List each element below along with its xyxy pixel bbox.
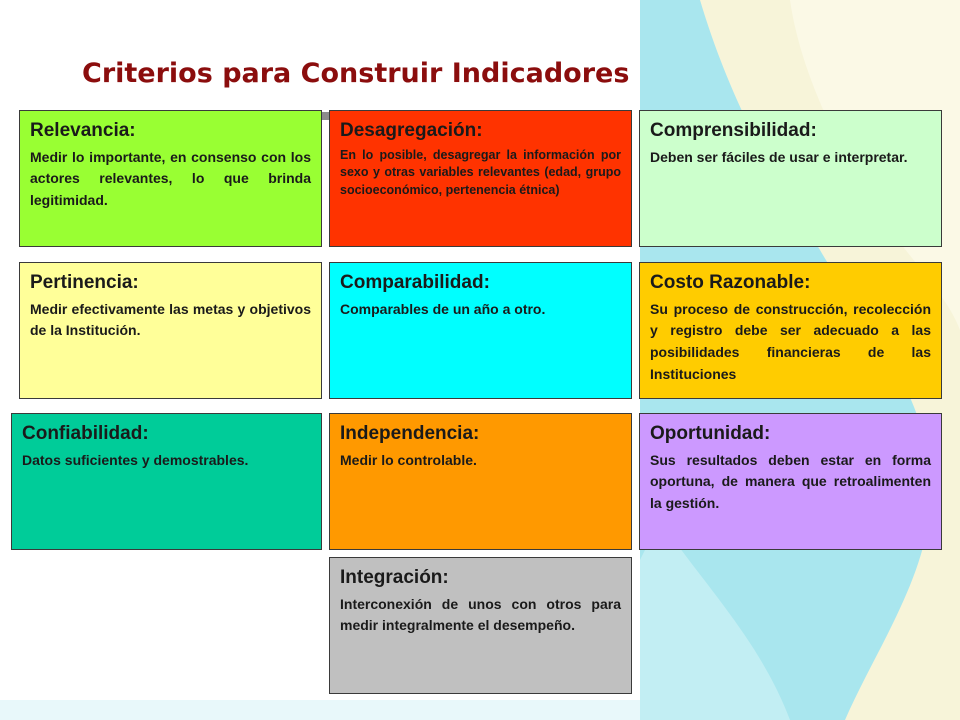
card-title: Independencia: xyxy=(340,423,480,444)
card-body: Sus resultados deben estar en forma oportuna, de manera que retroalimenten la gestión. xyxy=(650,451,931,512)
card-body: Su proceso de construcción, recolección y registro debe ser adecuado a las posibilidades financieras de las Instituciones xyxy=(650,300,931,382)
card-comparabilidad xyxy=(329,262,632,399)
card-body: En lo posible, desagregar la información por sexo y otras variables relevantes (edad, grupo socioeconómico, pertenencia étnica) xyxy=(340,147,621,197)
card-title: Comparabilidad: xyxy=(340,272,490,293)
slide-title: Criterios para Construir Indicadores xyxy=(82,58,630,89)
card-title: Confiabilidad: xyxy=(22,423,149,444)
card-relevancia xyxy=(19,110,322,247)
card-body: Datos suficientes y demostrables. xyxy=(22,451,249,468)
card-body: Comparables de un año a otro. xyxy=(340,300,546,317)
card-title: Relevancia: xyxy=(30,120,136,141)
card-comprensibilidad xyxy=(639,110,942,247)
card-body: Medir lo controlable. xyxy=(340,451,477,468)
card-title: Oportunidad: xyxy=(650,423,771,444)
card-body: Medir lo importante, en consenso con los actores relevantes, lo que brinda legitimidad. xyxy=(30,148,311,209)
card-independencia xyxy=(329,413,632,550)
card-body: Interconexión de unos con otros para medir integralmente el desempeño. xyxy=(340,595,621,634)
card-body: Deben ser fáciles de usar e interpretar. xyxy=(650,148,908,165)
card-integracion xyxy=(329,557,632,694)
card-oportunidad xyxy=(639,413,942,550)
card-pertinencia xyxy=(19,262,322,399)
card-costo-razonable xyxy=(639,262,942,399)
card-title: Desagregación: xyxy=(340,120,483,141)
card-confiabilidad xyxy=(11,413,322,550)
card-body: Medir efectivamente las metas y objetivos de la Institución. xyxy=(30,300,311,339)
card-title: Pertinencia: xyxy=(30,272,139,293)
card-title: Comprensibilidad: xyxy=(650,120,817,141)
card-title: Costo Razonable: xyxy=(650,272,811,293)
card-desagregacion xyxy=(329,110,632,247)
card-title: Integración: xyxy=(340,567,449,588)
